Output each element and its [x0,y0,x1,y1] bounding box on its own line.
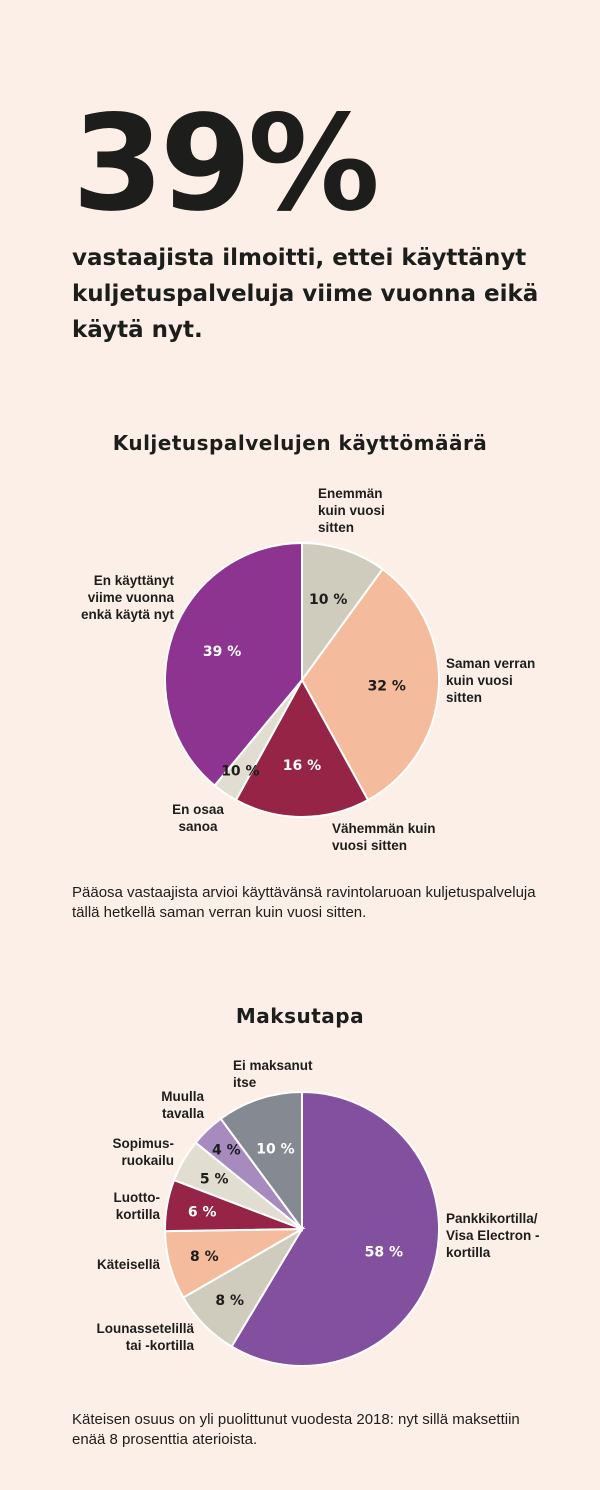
usage-value-label-2: 16 % [282,757,322,774]
category-label-not-used: En käyttänyt viime vuonna enkä käytä nyt [80,573,174,622]
category-label-less: Vähemmän kuin vuosi sitten [332,821,436,853]
category-label-cash: Käteisellä [96,1257,160,1272]
payment-value-label-6: 10 % [256,1141,295,1158]
category-label-debit-card: Pankkikortilla/ Visa Electron -kortilla [446,1211,540,1260]
category-label-contract-dining: Sopimus- ruokailu [112,1136,174,1168]
payment-value-label-2: 8 % [189,1249,219,1266]
chart1-note: Pääosa vastaajista arvioi käyttävänsä ravintolaruoan kuljetuspalveluja tällä hetkellä saman verran kuin vuosi sitten. [72,884,536,921]
chart2-title: Maksutapa [235,1004,365,1028]
usage-value-label-1: 32 % [367,678,406,695]
usage-value-label-4: 39 % [202,644,242,661]
headline-stat: 39% [72,87,376,241]
chart1-title: Kuljetuspalvelujen käyttömäärä [112,431,488,455]
payment-pie-chart [164,1091,440,1367]
category-label-other: Muulla tavalla [161,1089,204,1121]
payment-value-label-3: 6 % [187,1204,217,1221]
category-label-did-not-pay: Ei maksanut itse [233,1058,313,1090]
usage-value-label-0: 10 % [309,592,348,609]
payment-value-label-5: 4 % [212,1142,241,1159]
category-label-dont-know: En osaa sanoa [172,802,224,834]
payment-value-label-4: 5 % [199,1171,229,1188]
payment-value-label-0: 58 % [364,1244,404,1261]
category-label-lunch-voucher: Lounassetelillä tai -kortilla [96,1321,194,1353]
chart2-note: Käteisen osuus on yli puolittunut vuodesta 2018: nyt sillä maksettiin enää 8 prosenttia aterioista. [72,1411,520,1448]
category-label-credit-card: Luotto- kortilla [113,1190,160,1222]
headline-text: vastaajista ilmoitti, ettei käyttänyt kuljetuspalveluja viime vuonna eikä käytä nyt. [72,245,539,343]
payment-value-label-1: 8 % [215,1293,245,1310]
usage-value-label-3: 10 % [221,763,260,780]
category-label-more: Enemmän kuin vuosi sitten [318,486,385,535]
usage-pie-chart [164,542,440,818]
category-label-same: Saman verran kuin vuosi sitten [446,656,536,705]
